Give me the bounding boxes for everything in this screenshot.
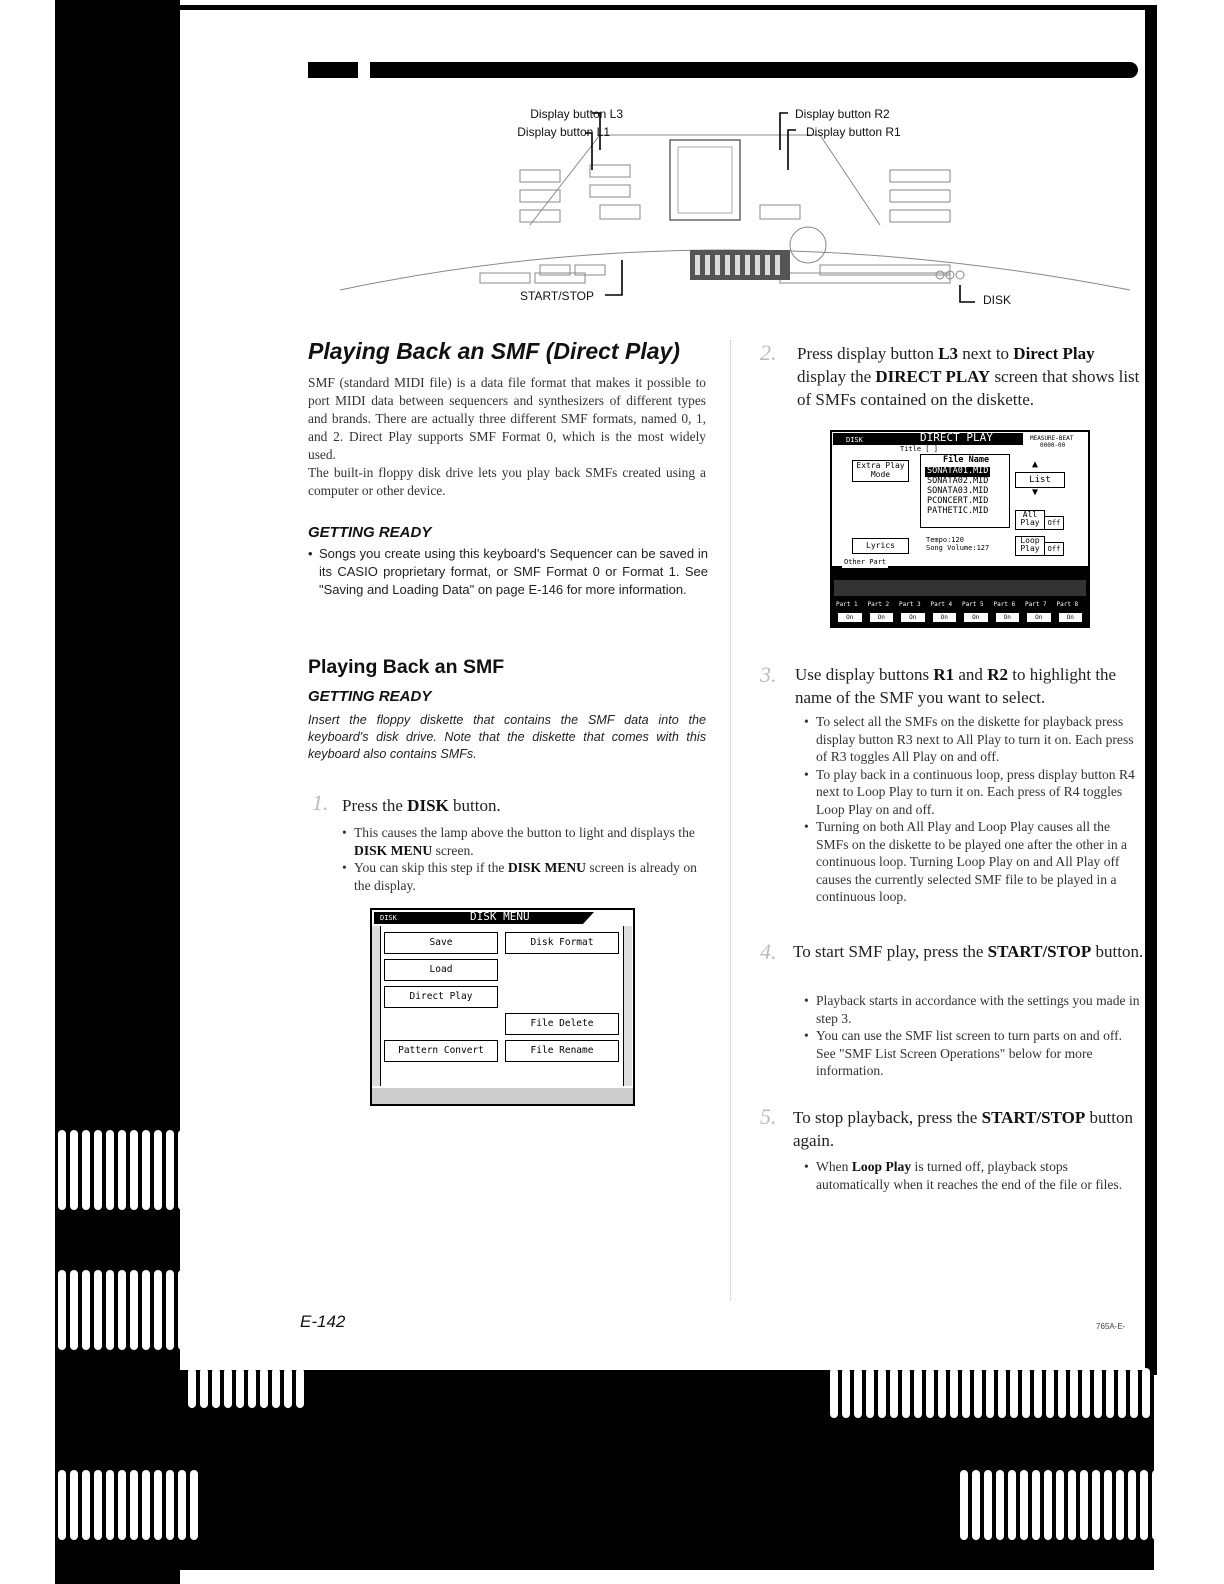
title-field: Title [ ]: [900, 445, 938, 453]
measure-value: 0000-00: [1040, 442, 1066, 449]
part-label: Part 8: [1056, 601, 1079, 608]
disk-menu-file-delete[interactable]: File Delete: [505, 1013, 619, 1035]
file-item[interactable]: SONATA03.MID: [927, 486, 989, 496]
step-3-number: 3.: [760, 662, 777, 687]
step-3-bullets: [806, 713, 1140, 906]
getting-ready-bullet: • Songs you create using this keyboard's Sequencer can be saved in its CASIO proprietary format, or SMF Format 0 or Format 1. See "Saving and Loading Data" on page E-146 for more information.: [308, 546, 708, 597]
scan-artifact: [188, 1368, 304, 1408]
scan-artifact: [830, 1368, 1150, 1418]
scan-artifact: [58, 1470, 198, 1540]
part-label: Part 7: [1025, 601, 1047, 608]
step-1-bullets: [344, 824, 706, 894]
intro-text-1: SMF (standard MIDI file) is a data file format that makes it possible to port MIDI data between sequencers and synthesizers of different types and brands. There are actually three different SMF formats, named 0, 1, and 2. Direct Play supports SMF Format 0, which is the most widely used.: [308, 375, 706, 462]
list-button[interactable]: List: [1015, 472, 1065, 488]
file-list: [920, 454, 1010, 528]
scan-artifact: [58, 1130, 186, 1210]
step-3-bullet-3: • Turning on both All Play and Loop Play causes all the SMFs on the diskette to be played one after the other in a continuous loop. Turning Loop Play on and All Play off causes the currently selected SMF file to be played in a continuous loop.: [806, 818, 1140, 906]
manual-page: [180, 10, 1145, 1370]
arrow-up-icon[interactable]: ▲: [1032, 459, 1039, 470]
lyrics-button[interactable]: Lyrics: [852, 538, 909, 554]
scan-artifact: [58, 1270, 186, 1350]
part-on-button[interactable]: On: [1058, 612, 1084, 623]
step-1-bullet-1: • This causes the lamp above the button to light and displays the DISK MENU screen.: [344, 824, 706, 859]
part-on-button[interactable]: On: [837, 612, 863, 623]
step-1-text: [342, 794, 501, 817]
part-label: Part 4: [930, 601, 953, 608]
part-on-button[interactable]: On: [900, 612, 926, 623]
direct-play-title: DIRECT PLAY: [920, 431, 993, 444]
direct-play-tag: DISK: [846, 436, 863, 444]
other-part-button[interactable]: Other Part: [844, 558, 887, 566]
step-1-number: 1.: [312, 790, 329, 815]
part-label: Part 6: [993, 601, 1016, 608]
part-label: Part 2: [867, 601, 890, 608]
measure-label: MEASURE-BEAT: [1030, 435, 1074, 442]
part-on-button[interactable]: On: [869, 612, 895, 623]
step-3-bullet-2: • To play back in a continuous loop, press display button R4 next to Loop Play to turn it on. Each press of R4 toggles Loop Play on and off.: [806, 766, 1140, 819]
disk-menu-load[interactable]: Load: [384, 959, 498, 981]
disk-menu-title: DISK MENU: [470, 910, 530, 923]
getting-ready-heading: GETTING READY: [308, 524, 432, 541]
step-5-number: 5.: [760, 1104, 777, 1129]
step-4-bullet-2: • You can use the SMF list screen to turn parts on and off. See "SMF List Screen Operations" below for more information.: [806, 1027, 1140, 1080]
step-5-bullets: [806, 1158, 1140, 1193]
step-2-text: Press display button L3 next to Direct Play display the DIRECT PLAY screen that shows list of SMFs contained on the diskette.: [797, 344, 1140, 409]
label-display-button-l1: Display button L1: [517, 125, 610, 139]
disk-menu-file-rename[interactable]: File Rename: [505, 1040, 619, 1062]
step-1-text-disk: DISK: [407, 796, 449, 815]
step-4-bullet-1: • Playback starts in accordance with the settings you made in step 3.: [806, 992, 1140, 1027]
disk-menu-save[interactable]: Save: [384, 932, 498, 954]
disk-menu-disk-format[interactable]: Disk Format: [505, 932, 619, 954]
label-display-button-r2: Display button R2: [795, 107, 890, 121]
scan-artifact: [960, 1470, 1172, 1540]
section-header-bar: [308, 62, 1138, 78]
step-1-bullet-2: • You can skip this step if the DISK MENU screen is already on the display.: [344, 859, 706, 894]
part-label: Part 3: [899, 601, 921, 608]
parts-row: [834, 602, 1086, 624]
column-divider: [730, 340, 731, 1300]
loop-play-off: Off: [1044, 542, 1064, 556]
step-3-text: Use display buttons R1 and R2 to highlight the name of the SMF you want to select.: [795, 665, 1117, 707]
intro-text-2: The built-in floppy disk drive lets you play back SMFs created using a computer or other device.: [308, 465, 706, 498]
loop-play-button[interactable]: Loop Play: [1015, 536, 1045, 556]
part-on-button[interactable]: On: [1026, 612, 1052, 623]
tempo: Tempo:120: [926, 536, 964, 544]
label-disk: DISK: [983, 293, 1012, 307]
section-subtitle: Playing Back an SMF: [308, 656, 505, 678]
document-code: 765A-E-: [1096, 1322, 1126, 1331]
extra-play-mode-button[interactable]: Extra Play Mode: [852, 460, 909, 482]
getting-ready-heading-2: GETTING READY: [308, 688, 432, 705]
page-number: E-142: [300, 1312, 346, 1331]
step-5-text: To stop playback, press the START/STOP button again.: [793, 1108, 1133, 1150]
label-start-stop: START/STOP: [520, 289, 595, 303]
arrow-down-icon[interactable]: ▼: [1032, 487, 1039, 498]
file-item[interactable]: SONATA02.MID: [927, 476, 989, 486]
getting-ready-note: Insert the floppy diskette that contains the SMF data into the keyboard's disk drive. Note that the diskette that comes with this keyboard also contains SMFs.: [308, 713, 706, 761]
part-label: Part 1: [836, 601, 858, 608]
part-on-button[interactable]: On: [932, 612, 958, 623]
disk-menu-tag: DISK: [380, 914, 397, 922]
keyboard-panel-illustration: [300, 95, 1140, 325]
disk-menu-pattern-convert[interactable]: Pattern Convert: [384, 1040, 498, 1062]
scan-margin-right: [1154, 0, 1224, 1584]
scan-border-right: [1145, 5, 1157, 1375]
part-on-button[interactable]: On: [995, 612, 1021, 623]
scan-margin-left: [0, 0, 55, 1584]
step-1-text-a: Press the: [342, 796, 408, 815]
step-5-bullet-1: • When Loop Play is turned off, playback stops automatically when it reaches the end of the file or files.: [806, 1158, 1140, 1193]
step-4-bullets: [806, 992, 1140, 1080]
step-1-text-c: button.: [448, 796, 501, 815]
page-title: Playing Back an SMF (Direct Play): [308, 338, 680, 364]
file-item[interactable]: PCONCERT.MID: [927, 496, 989, 506]
label-display-button-l3: Display button L3: [530, 107, 623, 121]
part-label: Part 5: [962, 601, 984, 608]
direct-play-screen: [830, 430, 1090, 628]
label-display-button-r1: Display button R1: [806, 125, 901, 139]
step-4-text: To start SMF play, press the START/STOP button.: [793, 942, 1144, 961]
file-item[interactable]: PATHETIC.MID: [927, 506, 989, 516]
all-play-off: Off: [1044, 516, 1064, 530]
disk-menu-screen: [370, 908, 635, 1106]
file-name-header: File Name: [943, 455, 990, 465]
keyboard-panel-drawing: [300, 95, 1140, 325]
step-4-number: 4.: [760, 939, 777, 964]
song-volume: Song Volume:127: [926, 544, 990, 552]
disk-menu-direct-play[interactable]: Direct Play: [384, 986, 498, 1008]
getting-ready-text: Songs you create using this keyboard's Sequencer can be saved in its CASIO proprietary format, or SMF Format 0 or Format 1. See "Saving and Loading Data" on page E-146 for more information.: [319, 546, 708, 597]
part-on-button[interactable]: On: [963, 612, 989, 623]
all-play-button[interactable]: All Play: [1015, 510, 1045, 530]
part-onoff-title: PART ON/OFF: [920, 555, 980, 565]
file-item-selected[interactable]: SONATA01.MID: [927, 466, 989, 476]
step-3-bullet-1: • To select all the SMFs on the diskette for playback press display button R3 next to All Play to turn it on. Each press of R3 toggles All Play on and off.: [806, 713, 1140, 766]
intro-paragraph: [308, 374, 706, 500]
step-2-number: 2.: [760, 340, 777, 365]
